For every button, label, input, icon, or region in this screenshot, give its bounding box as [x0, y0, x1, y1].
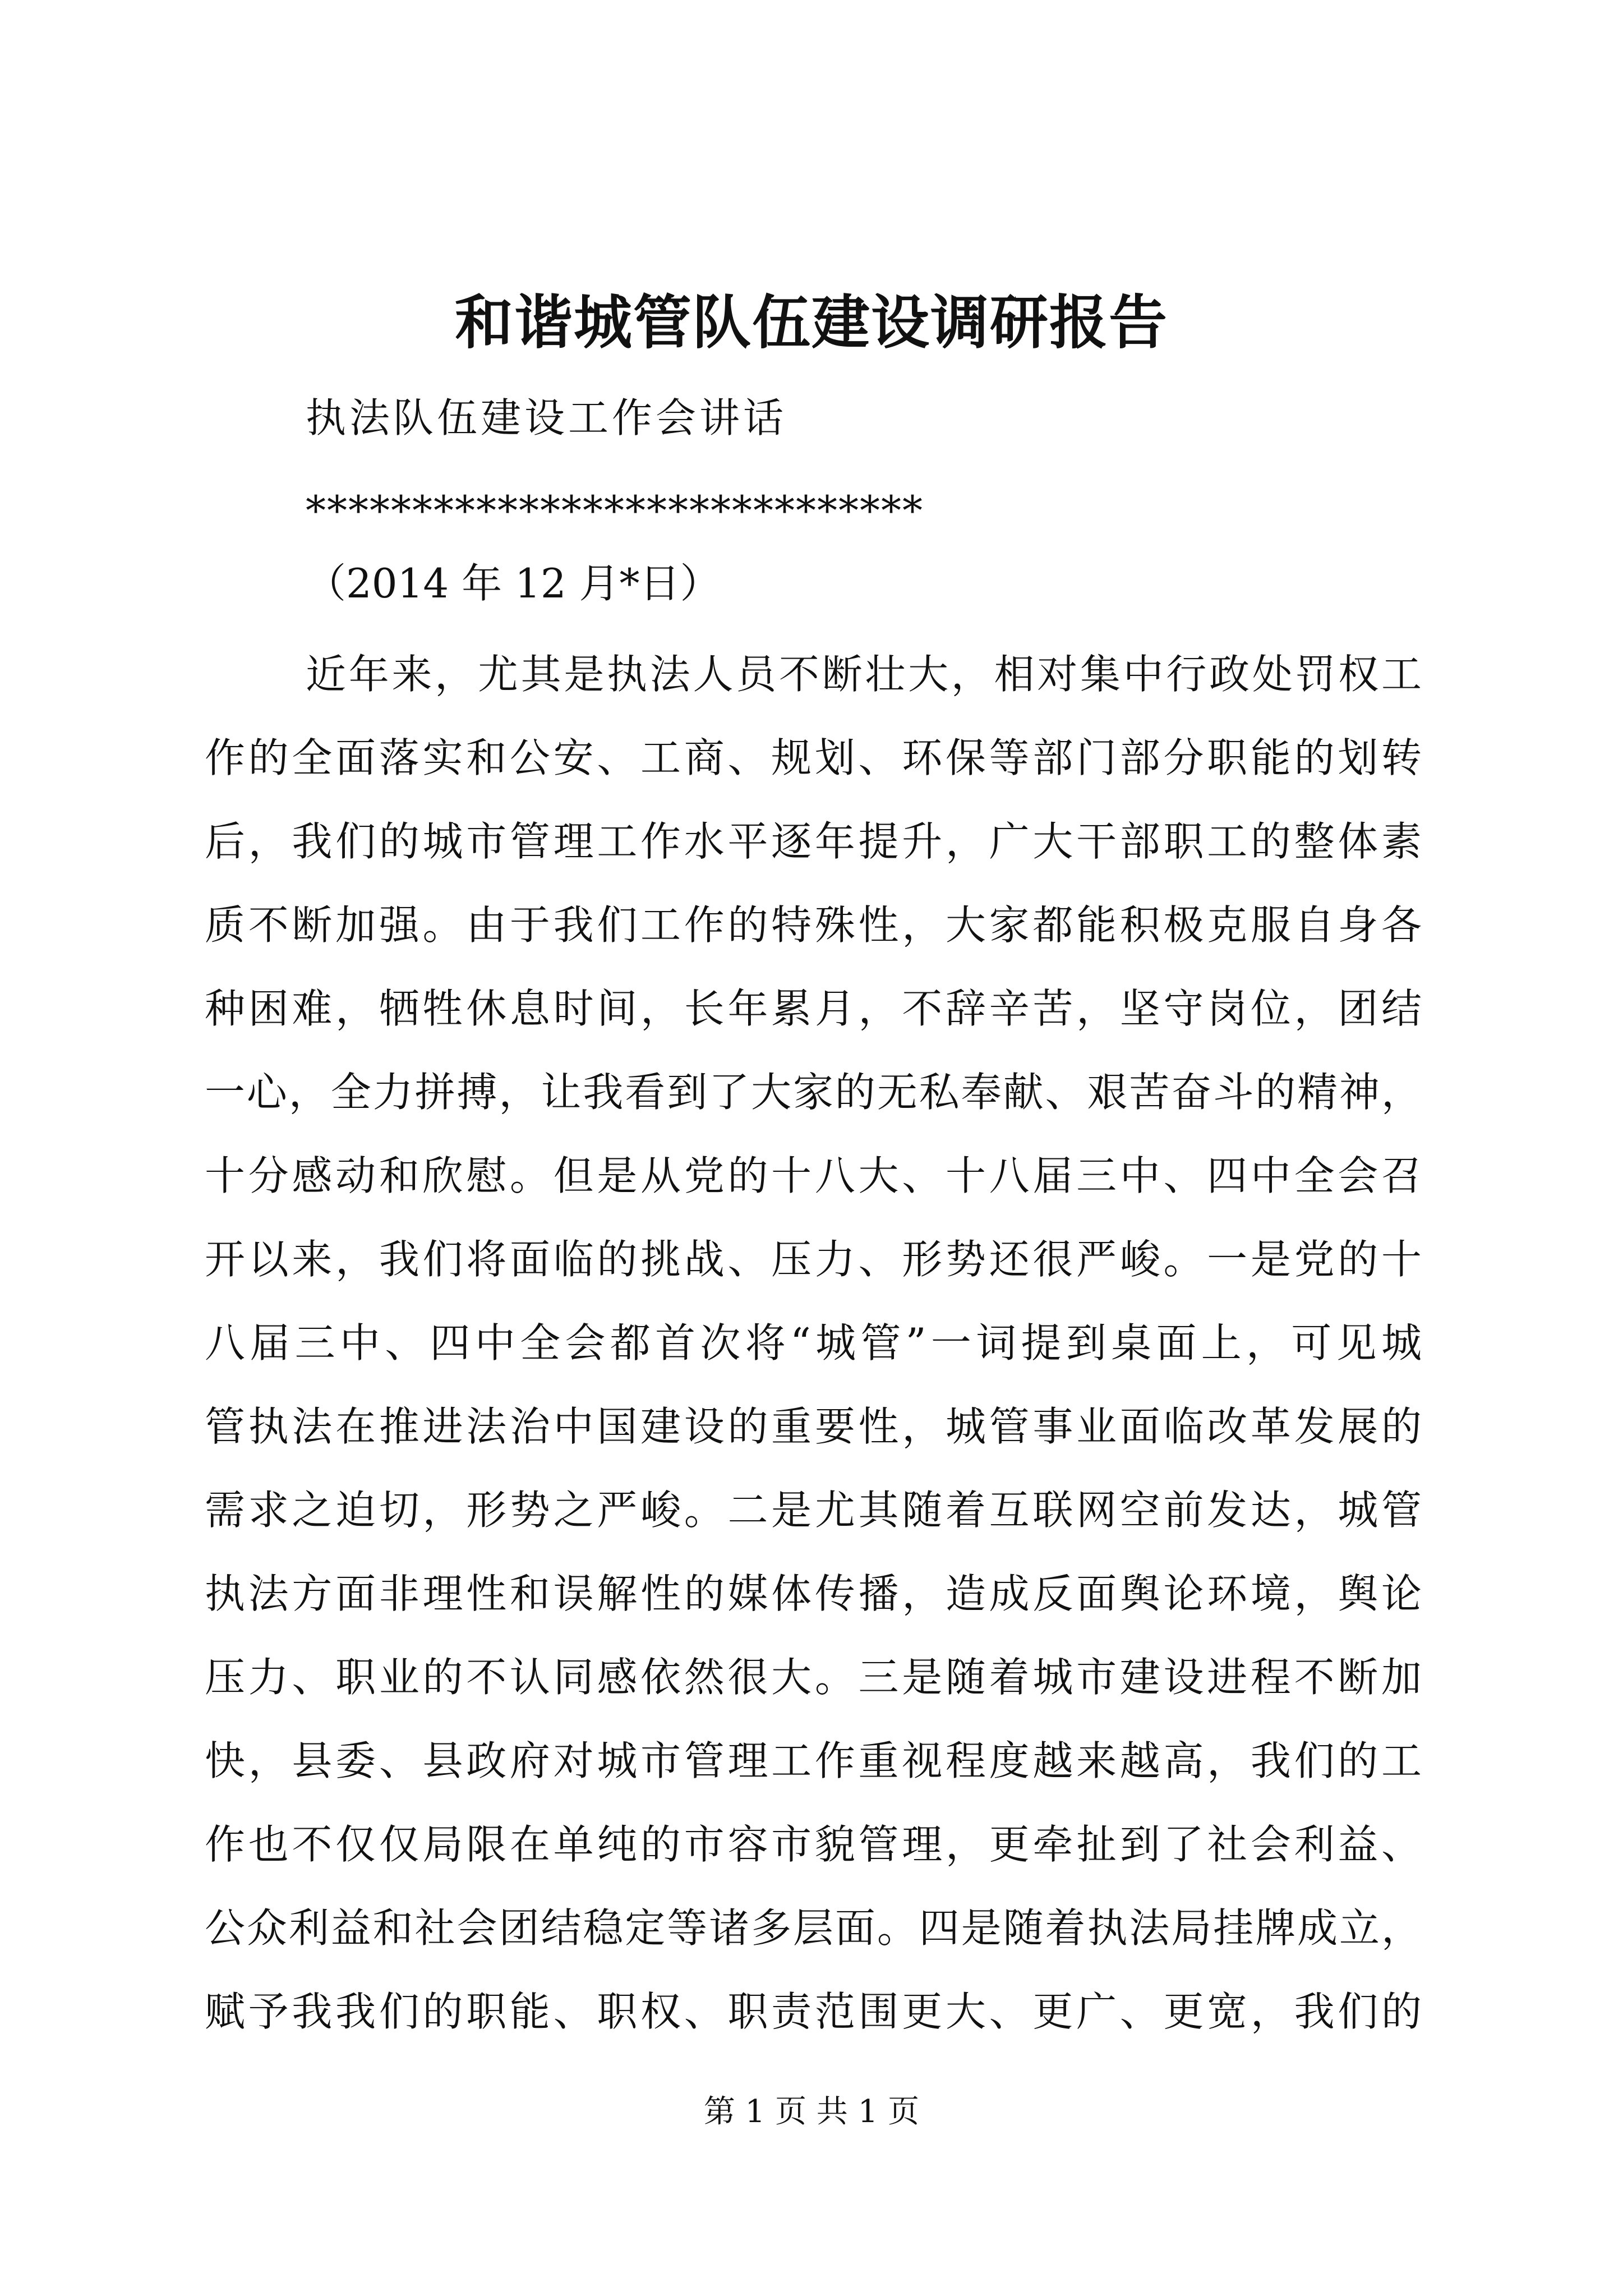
- document-title: 和谐城管队伍建设调研报告: [454, 288, 1168, 357]
- body-line: 快，县委、县政府对城市管理工作重视程度越来越高，我们的工: [205, 1737, 1422, 1784]
- body-line: 后，我们的城市管理工作水平逐年提升，广大干部职工的整体素: [205, 818, 1422, 865]
- body-line: 近年来，尤其是执法人员不断壮大，相对集中行政处罚权工: [306, 651, 1422, 698]
- body-line: 公众利益和社会团结稳定等诸多层面。四是随着执法局挂牌成立，: [205, 1904, 1422, 1952]
- body-line: 种困难，牺牲休息时间，长年累月，不辞辛苦，坚守岗位，团结: [205, 985, 1422, 1032]
- speaker-placeholder-stars: *****************************: [306, 487, 924, 534]
- body-line: 需求之迫切，形势之严峻。二是尤其随着互联网空前发达，城管: [205, 1487, 1422, 1534]
- body-line: 八届三中、四中全会都首次将“城管”一词提到桌面上，可见城: [205, 1319, 1422, 1366]
- body-line: 开以来，我们将面临的挑战、压力、形势还很严峻。一是党的十: [205, 1236, 1422, 1283]
- body-line: 作也不仅仅局限在单纯的市容市貌管理，更牵扯到了社会利益、: [205, 1821, 1422, 1868]
- body-line: 十分感动和欣慰。但是从党的十八大、十八届三中、四中全会召: [205, 1152, 1422, 1199]
- body-paragraph: [205, 633, 1422, 2054]
- body-line: 管执法在推进法治中国建设的重要性，城管事业面临改革发展的: [205, 1403, 1422, 1450]
- body-line: 执法方面非理性和误解性的媒体传播，造成反面舆论环境，舆论: [205, 1570, 1422, 1617]
- body-line: 一心，全力拼搏，让我看到了大家的无私奉献、艰苦奋斗的精神，: [205, 1069, 1422, 1116]
- body-line: 赋予我我们的职能、职权、职责范围更大、更广、更宽，我们的: [205, 1988, 1422, 2035]
- document-subtitle: 执法队伍建设工作会讲话: [306, 394, 787, 441]
- page-footer: 第 1 页 共 1 页: [703, 2093, 920, 2130]
- document-date: （2014 年 12 月*日）: [306, 560, 721, 607]
- body-line: 作的全面落实和公安、工商、规划、环保等部门部分职能的划转: [205, 734, 1422, 781]
- body-line: 压力、职业的不认同感依然很大。三是随着城市建设进程不断加: [205, 1654, 1422, 1701]
- body-line: 质不断加强。由于我们工作的特殊性，大家都能积极克服自身各: [205, 901, 1422, 949]
